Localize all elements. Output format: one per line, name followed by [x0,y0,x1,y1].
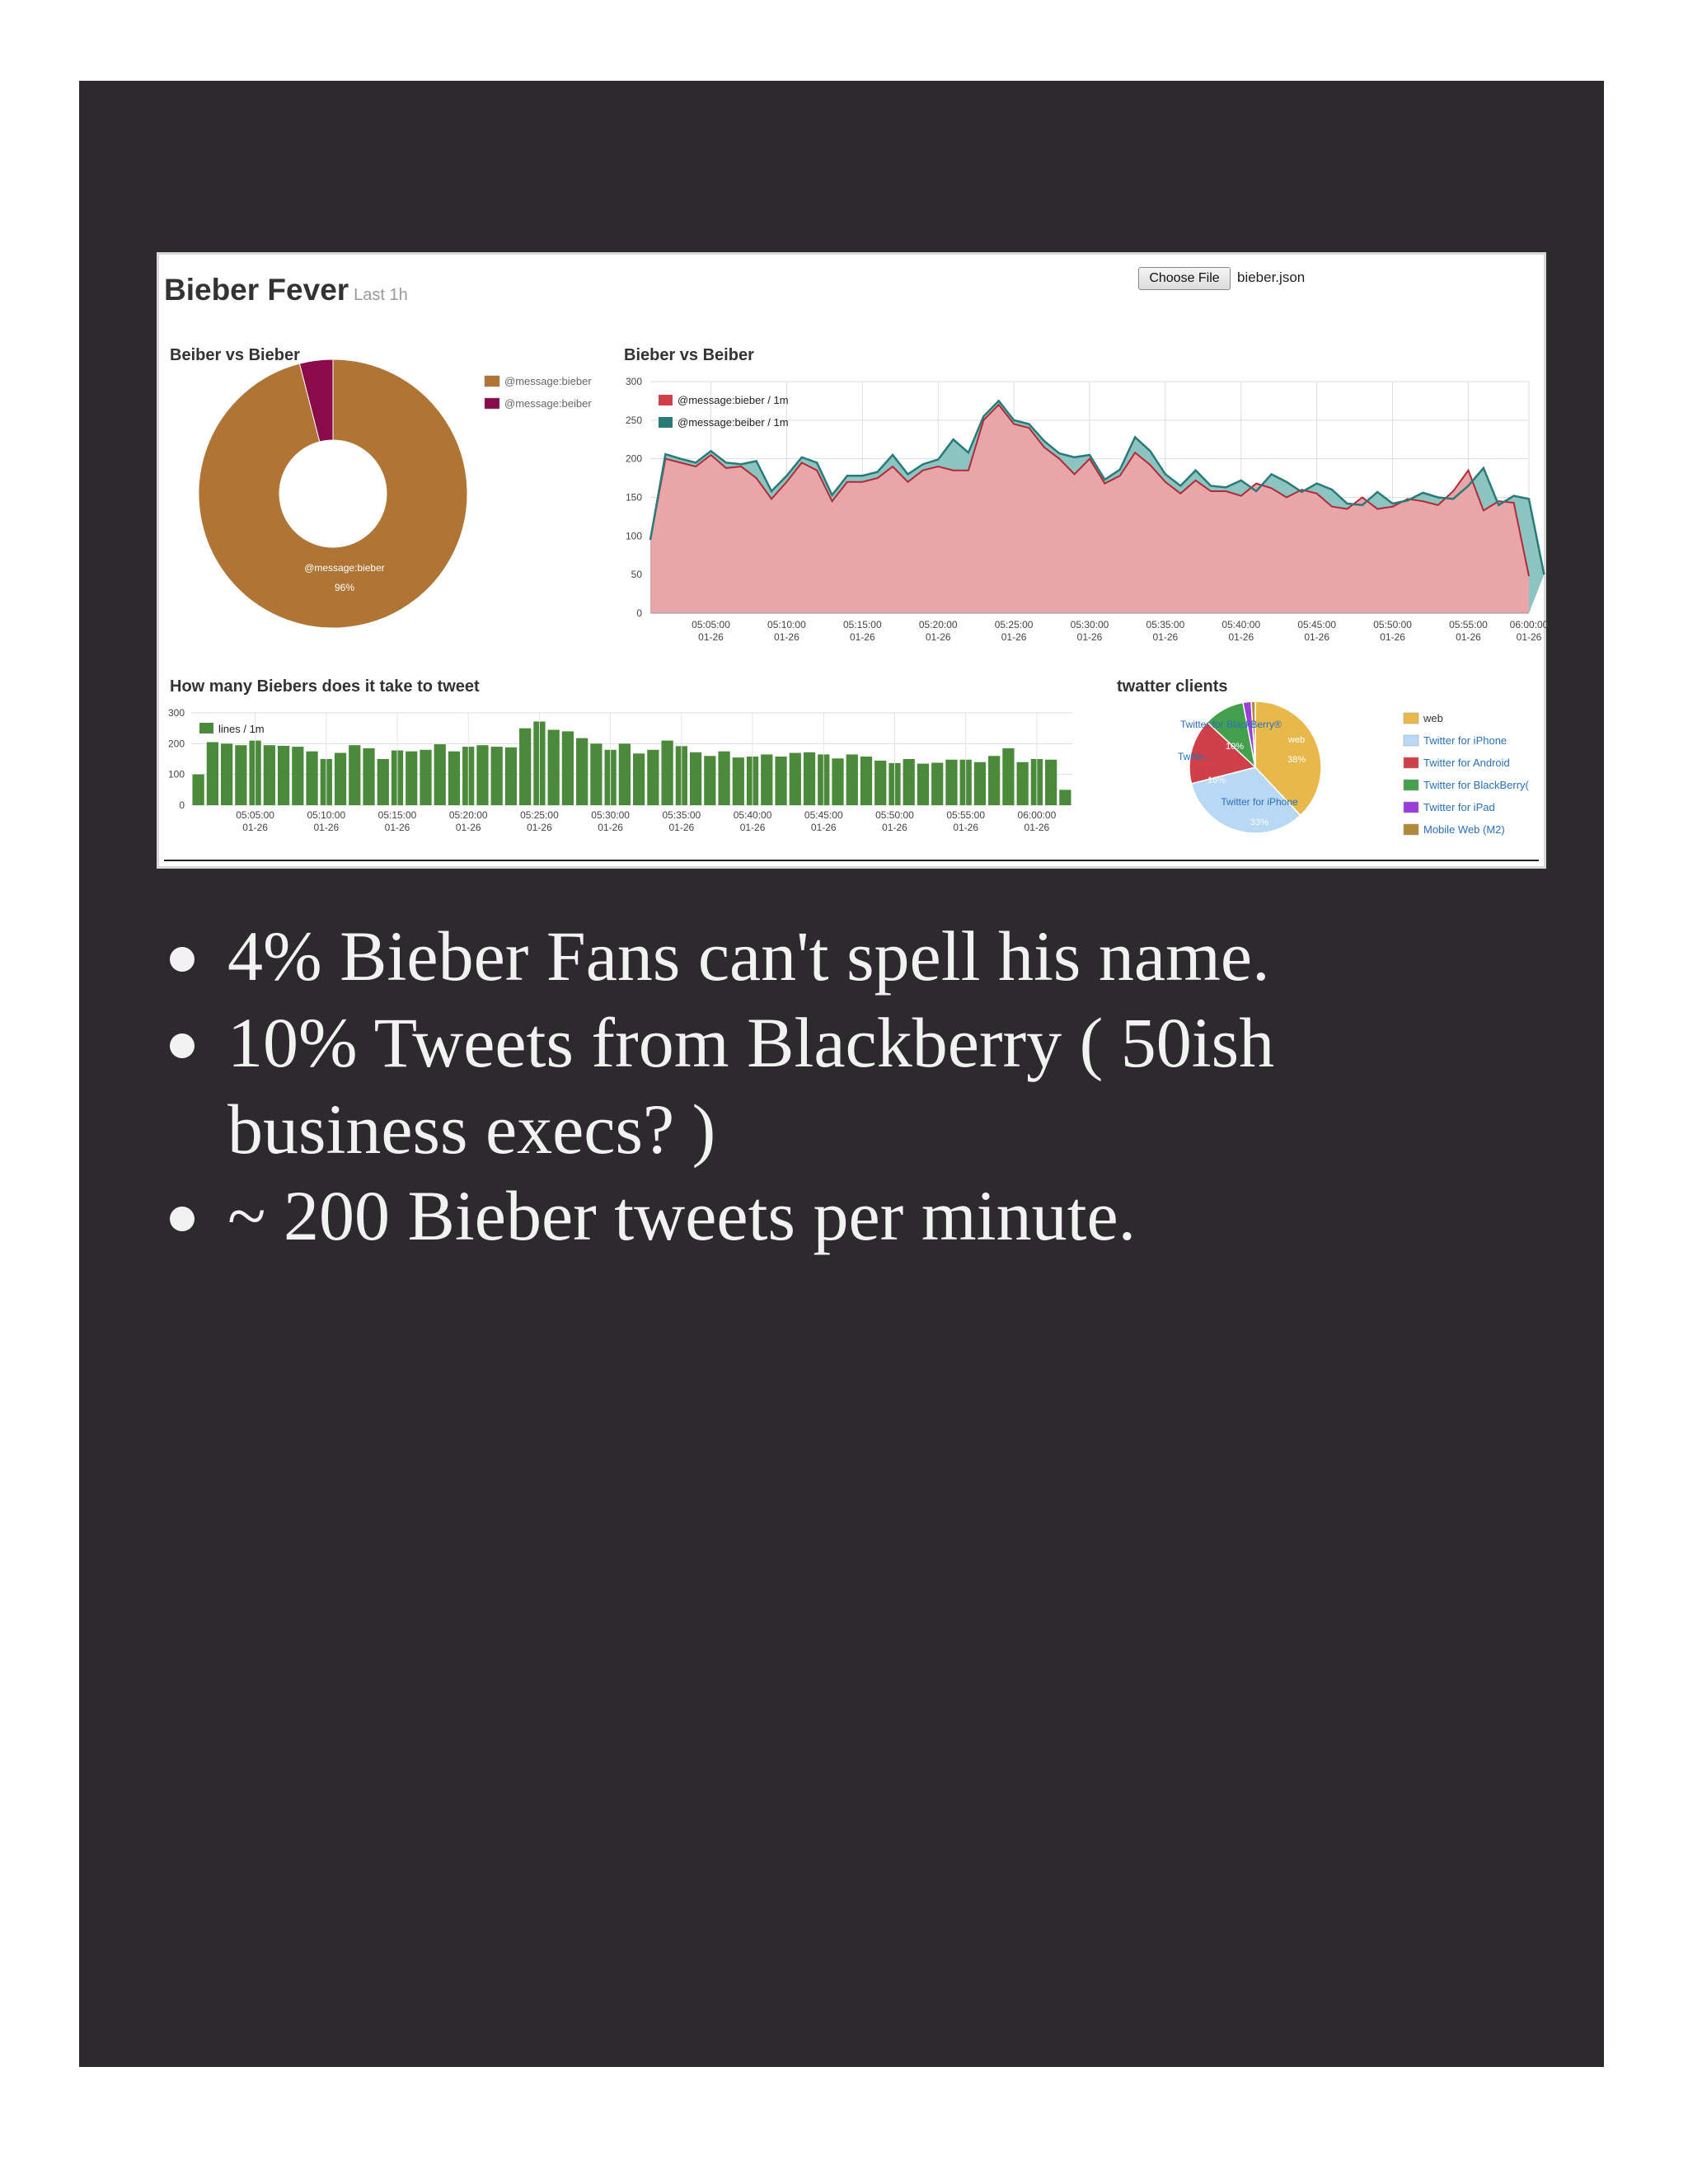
bar [221,743,232,805]
file-name-label: bieber.json [1237,269,1306,285]
bar [278,746,289,805]
clients-slice-label: 16% [1207,776,1226,785]
bar-x-tick: 05:10:00 [307,809,346,821]
bar [633,753,645,805]
bar [988,756,1000,805]
bar [874,761,886,805]
clients-legend-label: Twitter for iPhone [1423,734,1507,747]
clients-chart-title: twatter clients [1117,677,1228,696]
area-x-tick: 05:45:00 [1297,619,1337,630]
bar [406,752,417,805]
donut-chart-title: Beiber vs Bieber [170,346,300,364]
area-x-tick: 05:25:00 [994,619,1034,630]
clients-slice-label: 33% [1250,818,1269,827]
bar [903,759,915,805]
area-y-tick: 0 [636,607,642,619]
bar-x-tick-date: 01-26 [598,822,623,833]
bar [647,750,659,805]
dashboard-charts [159,255,1549,866]
clients-legend-swatch [1404,780,1418,790]
bar [306,752,317,805]
bullet-text: ~ 200 Bieber tweets per minute. [227,1176,1137,1255]
bar-x-tick: 05:35:00 [662,809,701,821]
bar-x-tick-date: 01-26 [527,822,552,833]
area-y-tick: 250 [625,414,642,426]
clients-legend-label: Twitter for BlackBerry( [1423,779,1529,791]
area-x-tick-date: 01-26 [925,631,951,643]
clients-legend-swatch [1404,802,1418,813]
bar-x-tick: 05:20:00 [448,809,488,821]
bar [235,745,246,805]
bar-x-tick: 05:25:00 [520,809,559,821]
bar-x-tick-date: 01-26 [810,822,837,833]
bar [704,756,715,805]
bar-x-tick-date: 01-26 [668,822,695,833]
clients-slice-label: 10% [1225,742,1245,752]
area-legend-swatch [659,395,673,405]
area-x-tick-date: 01-26 [1228,631,1254,643]
bar [476,745,488,805]
area-y-tick: 200 [625,452,642,465]
bar-y-tick: 300 [167,707,185,719]
bullet-text: 10% Tweets from Blackberry ( 50ish business execs? ) [227,1003,1275,1169]
bar [917,764,929,805]
area-y-tick: 300 [625,376,642,387]
clients-legend-label: Mobile Web (M2) [1423,823,1505,836]
area-y-tick: 50 [631,569,642,581]
clients-legend-label: Twitter for iPad [1423,801,1495,813]
bullet-item-1 [170,913,1398,1000]
bar [264,745,275,805]
area-x-tick: 06:00:00 [1509,619,1549,630]
bar [363,748,374,805]
choose-file-button[interactable]: Choose File [1138,267,1231,290]
area-x-tick-date: 01-26 [1456,631,1481,643]
bar [761,754,772,805]
bullet-dot [170,1207,195,1231]
bar-x-tick-date: 01-26 [739,822,766,833]
area-x-tick: 05:35:00 [1146,619,1185,630]
clients-slice-label: 38% [1287,755,1306,765]
area-x-tick-date: 01-26 [1152,631,1179,643]
bar [846,754,858,805]
donut-legend-label: @message:bieber [504,375,592,387]
area-y-tick: 150 [625,491,642,504]
bar-x-tick-date: 01-26 [313,822,340,833]
bar [1002,748,1014,805]
clients-slice-label: web [1287,735,1306,745]
dashboard-subtitle: Last 1h [354,286,408,304]
area-legend-label: @message:beiber / 1m [678,416,789,429]
area-x-tick-date: 01-26 [1001,631,1027,643]
bar [775,757,786,805]
bar [945,760,957,805]
bar-legend-swatch [199,723,213,733]
area-chart-title: Bieber vs Beiber [624,346,754,364]
bar [661,741,673,805]
bar [1059,790,1071,805]
bar [733,757,744,805]
bullet-item-3 [170,1173,1398,1259]
bar [790,753,801,805]
slide [79,81,1604,2067]
bar-x-tick-date: 01-26 [242,822,268,833]
clients-legend-swatch [1404,757,1418,768]
clients-legend-label: Twitter for Android [1423,757,1510,769]
bar-x-tick: 05:30:00 [591,809,630,821]
bar [690,752,701,805]
bar [718,752,729,805]
bar-x-tick-date: 01-26 [455,822,481,833]
bar [505,748,517,805]
bar [860,757,872,805]
area-x-tick-date: 01-26 [1076,631,1103,643]
bar [931,762,943,805]
bullet-list [170,913,1571,1259]
area-x-tick-date: 01-26 [1304,631,1330,643]
bar [377,759,389,805]
clients-legend-swatch [1404,824,1418,835]
area-x-tick: 05:30:00 [1070,619,1109,630]
area-x-tick: 05:10:00 [767,619,806,630]
bar [193,775,204,805]
bar-x-tick: 06:00:00 [1017,809,1057,821]
donut-slice-percent: 96% [334,582,355,593]
bar-x-tick-date: 01-26 [953,822,979,833]
bullet-dot [170,1033,195,1058]
area-x-tick: 05:05:00 [692,619,730,630]
bar [420,750,431,805]
bar-x-tick-date: 01-26 [1024,822,1050,833]
bar [292,747,303,805]
bar [519,729,531,805]
clients-slice-label: Twitter for iPhone [1221,796,1298,808]
area-x-tick-date: 01-26 [1516,631,1542,643]
bar-y-tick: 200 [167,738,185,750]
bar [491,747,503,805]
bar-x-tick-date: 01-26 [882,822,907,833]
bar [448,752,460,805]
clients-legend-swatch [1404,713,1418,724]
clients-legend-swatch [1404,735,1418,746]
area-x-tick-date: 01-26 [774,631,799,643]
bar [1017,762,1029,805]
bar [434,744,446,805]
clients-slice-label: Twitter for BlackBerry® [1180,719,1282,730]
bar-legend-label: lines / 1m [218,723,265,735]
area-x-tick-date: 01-26 [849,631,875,643]
bar [576,738,588,805]
bar-x-tick: 05:50:00 [875,809,914,821]
bar [207,742,218,805]
area-x-tick: 05:40:00 [1221,619,1261,630]
area-x-tick: 05:55:00 [1449,619,1488,630]
dashboard-title-text: Bieber Fever [164,273,349,307]
bar-x-tick: 05:45:00 [804,809,843,821]
bullet-dot [170,947,195,972]
divider [164,860,1539,861]
bar-chart-title: How many Biebers does it take to tweet [170,677,480,696]
clients-slice-label: Twitte... [1178,751,1212,762]
bar [562,731,574,805]
area-x-tick-date: 01-26 [698,631,724,643]
bar-x-tick: 05:05:00 [236,809,274,821]
area-x-tick: 05:50:00 [1373,619,1412,630]
area-x-tick: 05:15:00 [842,619,882,630]
area-x-tick-date: 01-26 [1380,631,1405,643]
bar [1045,760,1057,805]
bar-x-tick: 05:15:00 [377,809,417,821]
bar [548,730,560,805]
dashboard-screenshot [157,252,1549,869]
bar [804,752,815,805]
bullet-item-2 [170,1000,1398,1173]
bullet-text: 4% Bieber Fans can't spell his name. [227,916,1270,996]
bar-x-tick: 05:55:00 [946,809,986,821]
bar [974,762,986,805]
bar-y-tick: 0 [179,799,185,811]
bar [590,743,602,805]
bar [335,753,346,805]
area-legend-swatch [659,417,673,428]
donut-legend-swatch [485,398,499,409]
bar-x-tick: 05:40:00 [733,809,772,821]
area-x-tick: 05:20:00 [918,619,958,630]
clients-legend-label: web [1423,712,1443,724]
area-legend-label: @message:bieber / 1m [678,394,789,406]
bar [619,743,631,805]
area-y-tick: 100 [625,530,642,542]
bar-x-tick-date: 01-26 [384,822,410,833]
donut-legend-label: @message:beiber [504,397,592,410]
donut-legend-swatch [485,376,499,387]
donut-slice-label: @message:bieber [304,562,385,574]
bar [349,745,360,805]
bar [832,758,843,805]
bar-y-tick: 100 [167,768,185,780]
